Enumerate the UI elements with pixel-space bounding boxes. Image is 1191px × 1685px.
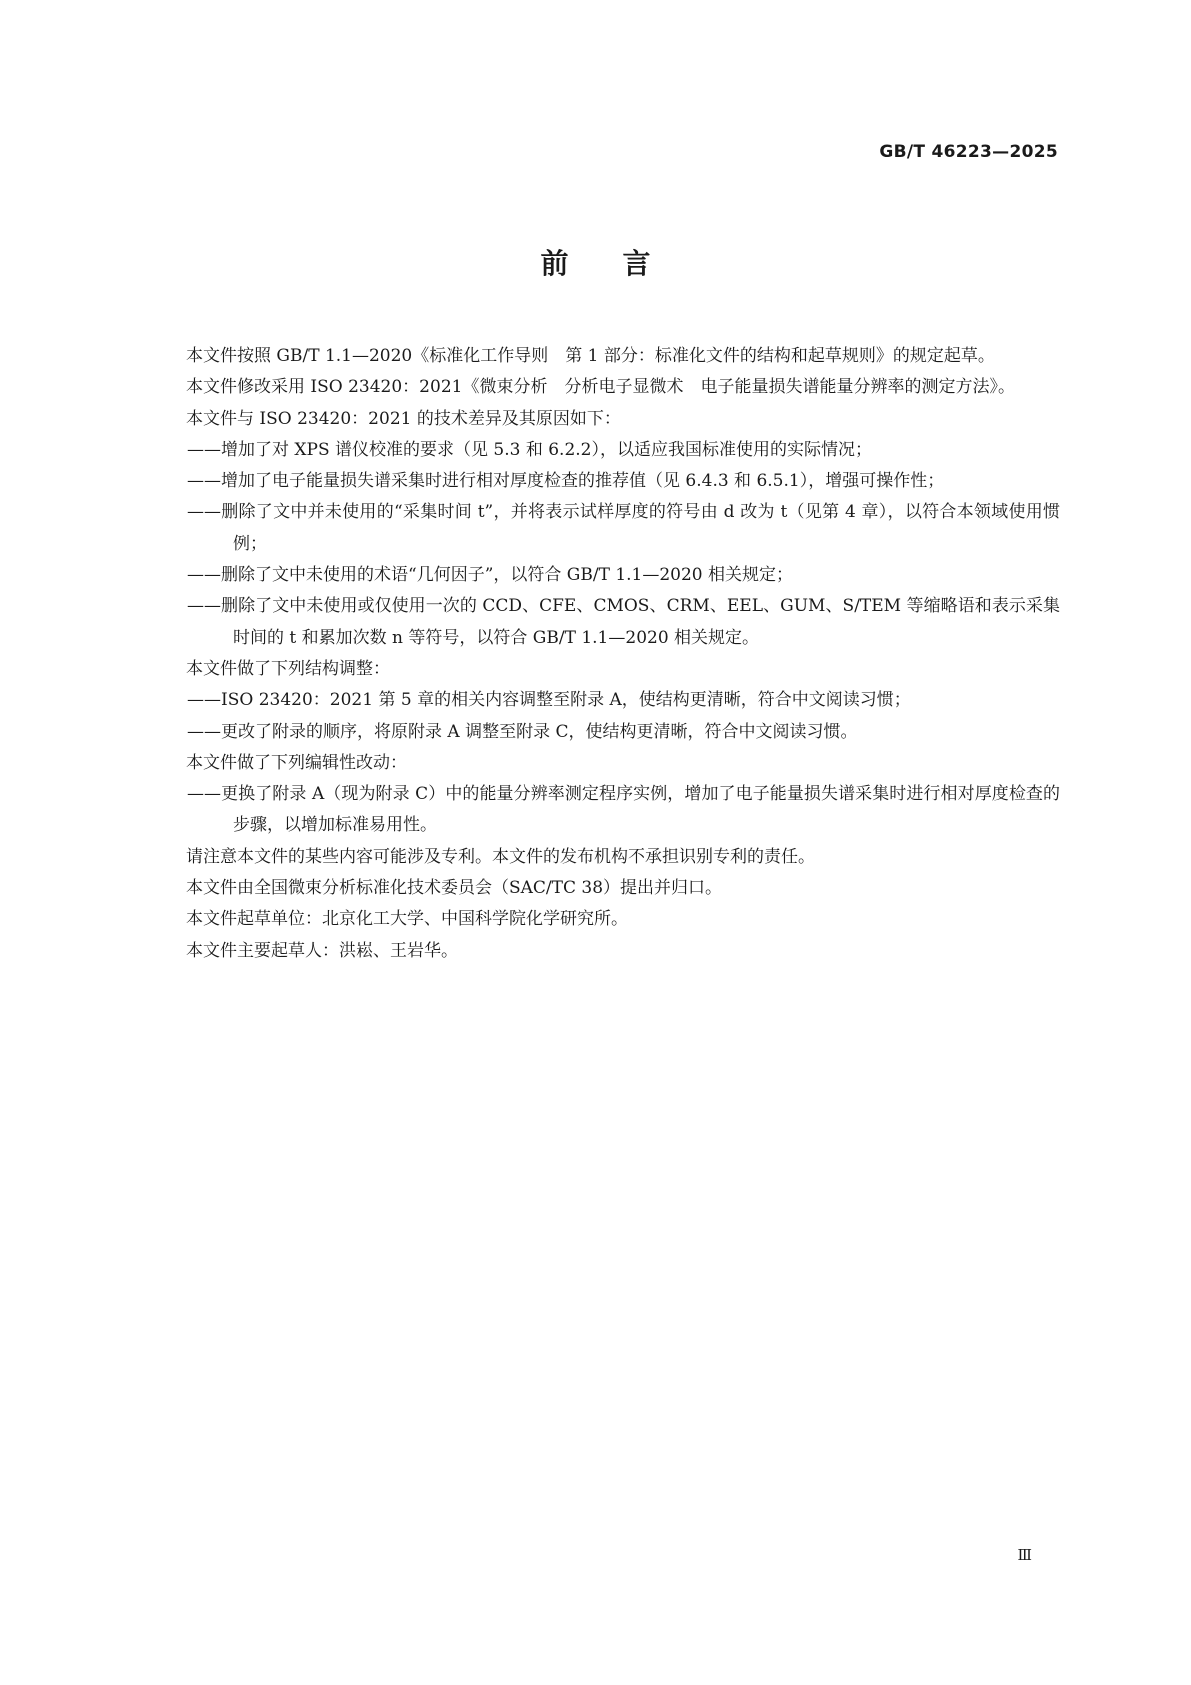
dash-list-item: ——增加了对 XPS 谱仪校准的要求（见 5.3 和 6.2.2），以适应我国标准使用的实际情况；	[187, 439, 872, 460]
dash-list-item: ——删除了文中未使用或仅使用一次的 CCD、CFE、CMOS、CRM、EEL、GUM、S/TEM 等缩略语和表示采集时间的 t 和累加次数 n 等符号，以符合 GB/T 1.1—2020 相关规定。	[187, 596, 1060, 648]
paragraph: 本文件与 ISO 23420：2021 的技术差异及其原因如下：	[186, 408, 621, 429]
standard-number: GB/T 46223—2025	[879, 142, 1058, 162]
dash-list-item: ——增加了电子能量损失谱采集时进行相对厚度检查的推荐值（见 6.4.3 和 6.5.1），增强可操作性；	[187, 471, 945, 492]
dash-list-item: ——更换了附录 A（现为附录 C）中的能量分辨率测定程序实例，增加了电子能量损失谱采集时进行相对厚度检查的步骤，以增加标准易用性。	[187, 784, 1060, 836]
paragraph: 本文件做了下列结构调整：	[186, 658, 390, 679]
paragraph: 本文件做了下列编辑性改动：	[186, 752, 407, 773]
paragraph: 本文件由全国微束分析标准化技术委员会（SAC/TC 38）提出并归口。	[186, 878, 723, 899]
dash-list-item: ——ISO 23420：2021 第 5 章的相关内容调整至附录 A，使结构更清晰，符合中文阅读习惯；	[187, 690, 911, 711]
page-number: Ⅲ	[1017, 1546, 1032, 1564]
dash-list-item: ——删除了文中未使用的术语“几何因子”，以符合 GB/T 1.1—2020 相关规定；	[187, 565, 794, 586]
dash-list-item: ——删除了文中并未使用的“采集时间 t”，并将表示试样厚度的符号由 d 改为 t（见第 4 章），以符合本领域使用惯例；	[187, 502, 1060, 554]
page-title: 前言	[540, 247, 705, 280]
paragraph: 本文件修改采用 ISO 23420：2021《微束分析 分析电子显微术 电子能量损失谱能量分辨率的测定方法》。	[186, 377, 1015, 398]
paragraph: 请注意本文件的某些内容可能涉及专利。本文件的发布机构不承担识别专利的责任。	[186, 846, 815, 867]
dash-list-item: ——更改了附录的顺序，将原附录 A 调整至附录 C，使结构更清晰，符合中文阅读习惯。	[187, 721, 858, 742]
paragraph: 本文件起草单位：北京化工大学、中国科学院化学研究所。	[186, 909, 628, 930]
paragraph: 本文件主要起草人：洪崧、王岩华。	[186, 940, 458, 961]
paragraph: 本文件按照 GB/T 1.1—2020《标准化工作导则 第 1 部分：标准化文件的结构和起草规则》的规定起草。	[186, 346, 995, 366]
foreword-body	[140, 341, 1060, 967]
